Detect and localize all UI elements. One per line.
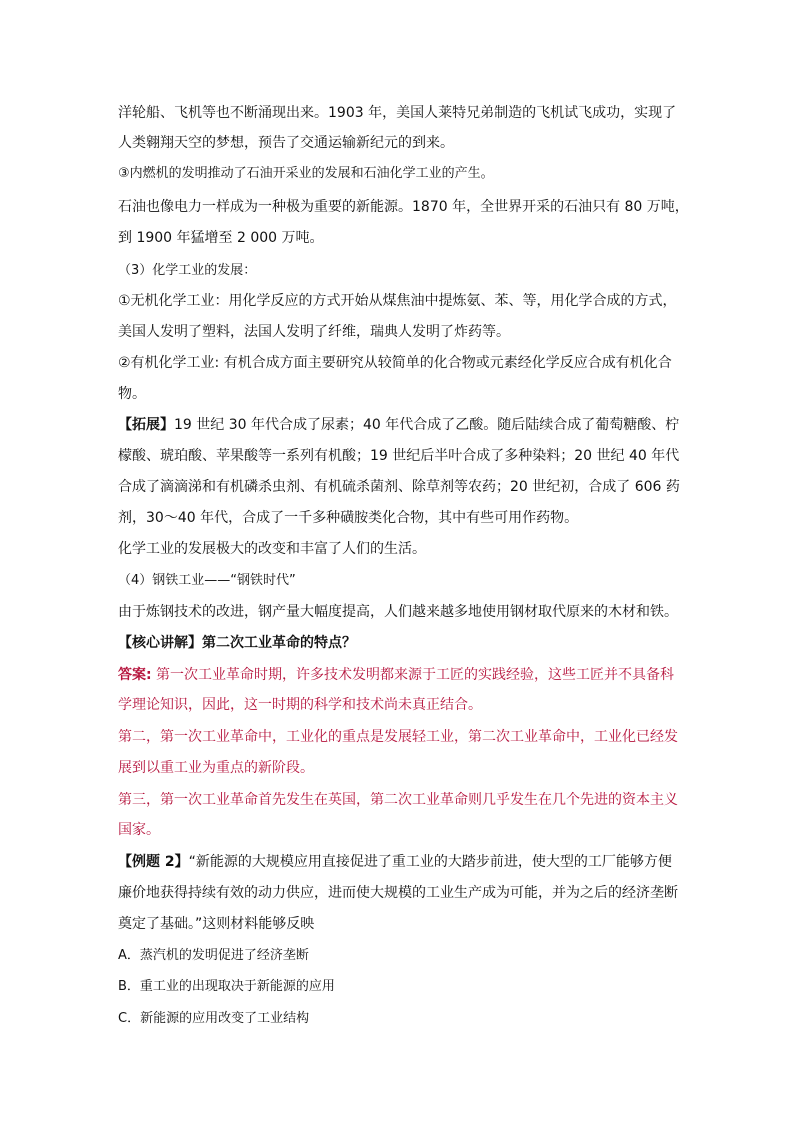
paragraph-line: 剂，30～40 年代，合成了一千多种磺胺类化合物，其中有些可用作药物。	[118, 510, 579, 526]
paragraph-line: 合成了滴滴涕和有机磷杀虫剂、有机硫杀菌剂、除草剂等农药；20 世纪初，合成了 606 药	[118, 479, 680, 495]
paragraph-line: 人类翱翔天空的梦想，预告了交通运输新纪元的到来。	[118, 135, 454, 151]
extension-label: 【拓展】	[118, 417, 174, 433]
paragraph-line: 物。	[118, 386, 146, 402]
answer-text: 第一次工业革命时期，许多技术发明都来源于工匠的实践经验，这些工匠并不具备科	[151, 667, 675, 683]
answer-line: 国家。	[118, 822, 160, 838]
example-label: 【例题 2】	[118, 854, 189, 870]
option-b: B．重工业的出现取决于新能源的应用	[118, 979, 335, 994]
answer-line: 学理论知识，因此，这一时期的科学和技术尚未真正结合。	[118, 697, 482, 713]
answer-line: 第三，第一次工业革命首先发生在英国，第二次工业革命则几乎发生在几个先进的资本主义	[118, 792, 678, 808]
answer-first-line	[118, 665, 674, 685]
paragraph-line: 洋轮船、飞机等也不断涌现出来。1903 年，美国人莱特兄弟制造的飞机试飞成功，实现了	[118, 105, 677, 121]
section-heading: （4）钢铁工业——“钢铁时代”	[118, 573, 296, 588]
option-c: C．新能源的应用改变了工业结构	[118, 1011, 310, 1026]
paragraph-line: 化学工业的发展极大的改变和丰富了人们的生活。	[118, 541, 426, 557]
paragraph-line: 美国人发明了塑料，法国人发明了纤维，瑞典人发明了炸药等。	[118, 324, 510, 340]
section-heading: （3）化学工业的发展：	[118, 263, 257, 278]
paragraph-line: ③内燃机的发明推动了石油开采业的发展和石油化学工业的产生。	[118, 166, 494, 181]
extension-first-line	[118, 415, 679, 435]
answer-line: 展到以重工业为重点的新阶段。	[118, 760, 314, 776]
paragraph-line: 到 1900 年猛增至 2 000 万吨。	[118, 230, 324, 246]
answer-label: 答案:	[118, 667, 152, 683]
core-heading: 【核心讲解】第二次工业革命的特点？	[118, 635, 356, 651]
answer-line: 第二，第一次工业革命中，工业化的重点是发展轻工业，第二次工业革命中，工业化已经发	[118, 729, 678, 745]
extension-text: 19 世纪 30 年代合成了尿素；40 年代合成了乙酸。随后陆续合成了葡萄糖酸、柠	[174, 417, 680, 433]
paragraph-line: 由于炼钢技术的改进，钢产量大幅度提高，人们越来越多地使用钢材取代原来的木材和铁。	[118, 604, 678, 620]
option-a: A．蒸汽机的发明促进了经济垄断	[118, 948, 309, 963]
paragraph-line: ①无机化学工业：用化学反应的方式开始从煤焦油中提炼氨、苯、等，用化学合成的方式，	[118, 293, 677, 309]
paragraph-line: 檬酸、琥珀酸、苹果酸等一系列有机酸；19 世纪后半叶合成了多种染料；20 世纪 40 年代	[118, 448, 680, 464]
example-first-line	[118, 852, 672, 872]
paragraph-line: 奠定了基础。”这则材料能够反映	[118, 916, 315, 932]
example-text: “新能源的大规模应用直接促进了重工业的大踏步前进，使大型的工厂能够方便	[188, 854, 672, 870]
paragraph-line: 廉价地获得持续有效的动力供应，进而使大规模的工业生产成为可能，并为之后的经济垄断	[118, 885, 678, 901]
paragraph-line: 石油也像电力一样成为一种极为重要的新能源。1870 年，全世界开采的石油只有 80 万吨，	[118, 199, 689, 215]
paragraph-line: ②有机化学工业: 有机合成方面主要研究从较简单的化合物或元素经化学反应合成有机化合	[118, 355, 672, 371]
